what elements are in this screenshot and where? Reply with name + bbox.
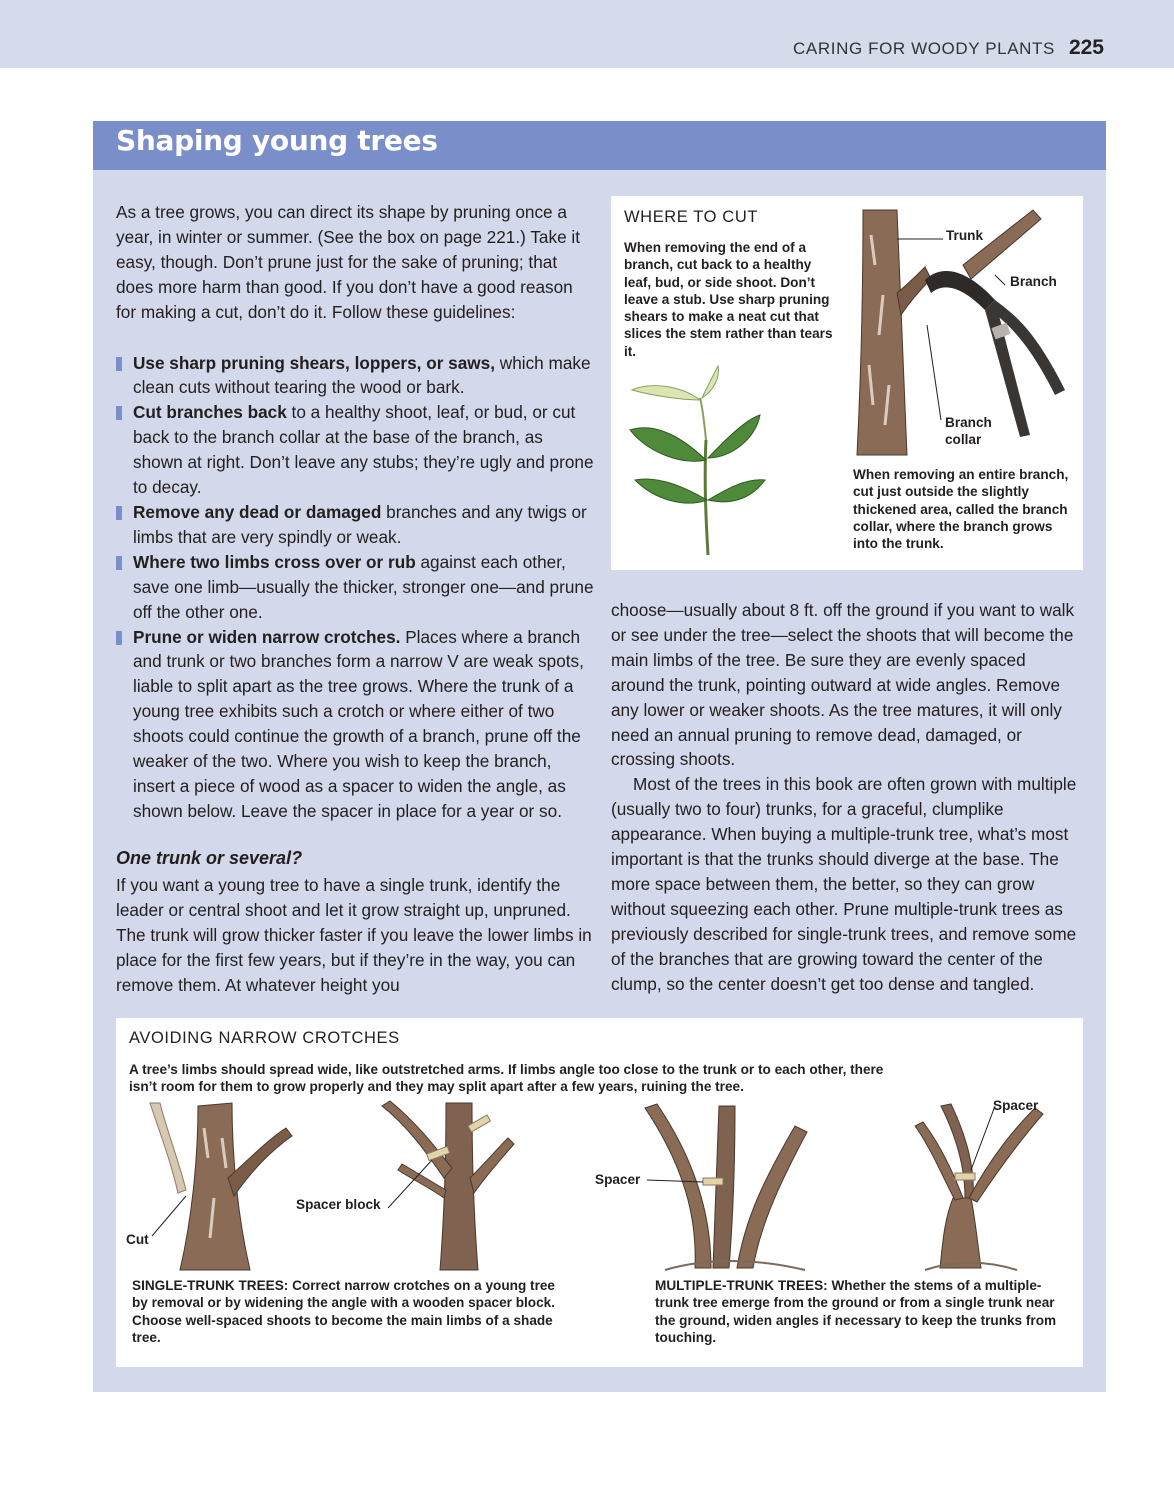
page-number: 225: [1068, 36, 1104, 59]
guideline-lead: Cut branches back: [133, 402, 287, 423]
bullet-icon: [116, 631, 122, 645]
bullet-icon: [116, 357, 122, 371]
guideline-item: [116, 500, 596, 550]
narrow-crotches-intro: A tree’s limbs should spread wide, like outstretched arms. If limbs angle too close to the trunk or to each other, there isn’t room for them to grow properly and they may split apart after a few years, ruining the tree.: [129, 1062, 884, 1095]
branch-collar-label-line1: Branch: [945, 415, 992, 430]
multiple-trunk-caption: MULTIPLE-TRUNK TREES: Whether the stems of a multiple-trunk tree emerge from the ground or from a single trunk near the ground, widen angles if necessary to keep the trunks from touching.: [655, 1278, 1057, 1345]
spacer-block-label: Spacer block: [296, 1197, 381, 1212]
left-column: [116, 200, 596, 824]
right-paragraph-2: Most of the trees in this book are often grown with multiple (usually two to four) trunks, for a graceful, clumplike appearance. When buying a multiple-trunk tree, what’s most important is that the trunks should diverge at the base. The more space between them, the better, so they can grow without squeezing each other. Prune multiple-trunk trees as previously described for single-trunk trees, and remove some of the branches that are growing toward the center of the clump, so the center doesn’t get too dense and tangled.: [611, 774, 1077, 994]
cut-label: Cut: [126, 1232, 149, 1247]
guideline-item: [116, 400, 596, 500]
guideline-item: [116, 351, 596, 401]
collar-caption: When removing an entire branch, cut just outside the slightly thickened area, called the branch collar, where the branch grows into the trunk.: [853, 467, 1069, 552]
narrow-crotches-heading: AVOIDING NARROW CROTCHES: [129, 1029, 400, 1047]
intro-paragraph: As a tree grows, you can direct its shape by pruning once a year, in winter or summer. (See the box on page 221.) Take it easy, though. Don’t prune just for the sake of pruning; that does more harm than good. If you don’t have a good reason for making a cut, don’t do it. Follow these guidelines:: [116, 202, 580, 322]
running-head: [793, 36, 1104, 60]
bullet-icon: [116, 556, 122, 570]
right-paragraph-1: choose—usually about 8 ft. off the ground if you want to walk or see under the tree—select the shoots that will become the main limbs of the tree. Be sure they are evenly spaced around the trunk, pointing outward at wide angles. Remove any lower or weaker shoots. As the tree matures, it will only need an annual pruning to remove dead, damaged, or crossing shoots.: [611, 600, 1075, 770]
page-title: Shaping young trees: [116, 124, 438, 157]
trunk-label: Trunk: [946, 228, 984, 243]
guideline-lead: Remove any dead or damaged: [133, 501, 382, 522]
guideline-lead: Use sharp pruning shears, loppers, or saws,: [133, 352, 496, 373]
guideline-text: against each other, save one limb—usually the thicker, stronger one—and prune off the other one.: [133, 551, 594, 622]
branch-collar-label-line2: collar: [945, 432, 982, 447]
single-trunk-caption: SINGLE-TRUNK TREES: Correct narrow crotches on a young tree by removal or by widening the angle with a wooden spacer block. Choose well-spaced shoots to become the main limbs of a shade tree.: [132, 1278, 556, 1345]
multiple-trunk-illustration: [625, 1098, 1075, 1273]
subhead: One trunk or several?: [116, 848, 303, 868]
spacer-label-left: Spacer: [595, 1172, 641, 1187]
leafy-shoot-illustration: [620, 360, 770, 560]
guideline-item: [116, 550, 596, 625]
guidelines-list: [116, 351, 596, 824]
shoot-caption: When removing the end of a branch, cut back to a healthy leaf, bud, or side shoot. Don’t leave a stub. Use sharp pruning shears to make a neat cut that slices the stem rather than tears it.: [624, 240, 833, 359]
single-trunk-paragraph: If you want a young tree to have a single trunk, identify the leader or central shoot and let it grow straight up, unpruned. The trunk will grow thicker faster if you leave the lower limbs in place for the first few years, but if they’re in the way, you can remove them. At whatever height you: [116, 875, 592, 995]
guideline-text: to a healthy shoot, leaf, or bud, or cut back to the branch collar at the base of the branch, as shown at right. Don’t leave any stubs; they’re ugly and prone to decay.: [133, 402, 594, 498]
right-column: [611, 598, 1083, 997]
section-title: CARING FOR WOODY PLANTS: [793, 39, 1055, 58]
guideline-text: Places where a branch and trunk or two branches form a narrow V are weak spots, liable to split apart as the tree grows. Where the trunk of a young tree exhibits such a crotch or where either of two shoots could continue the growth of a branch, prune off the weaker of the two. Where you wish to keep the branch, insert a piece of wood as a spacer to widen the angle, as shown below. Leave the spacer in place for a year or so.: [133, 626, 584, 821]
bullet-icon: [116, 406, 122, 420]
guideline-text: branches and any twigs or limbs that are very spindly or weak.: [133, 501, 587, 547]
guideline-lead: Prune or widen narrow crotches.: [133, 626, 401, 647]
guideline-lead: Where two limbs cross over or rub: [133, 551, 416, 572]
guideline-item: [116, 625, 596, 824]
spacer-label-right: Spacer: [993, 1098, 1039, 1113]
branch-label: Branch: [1010, 274, 1057, 289]
guideline-text: which make clean cuts without tearing the wood or bark.: [133, 352, 591, 398]
where-to-cut-heading: WHERE TO CUT: [624, 208, 759, 226]
single-trunk-illustration: [140, 1098, 620, 1273]
bullet-icon: [116, 506, 122, 520]
